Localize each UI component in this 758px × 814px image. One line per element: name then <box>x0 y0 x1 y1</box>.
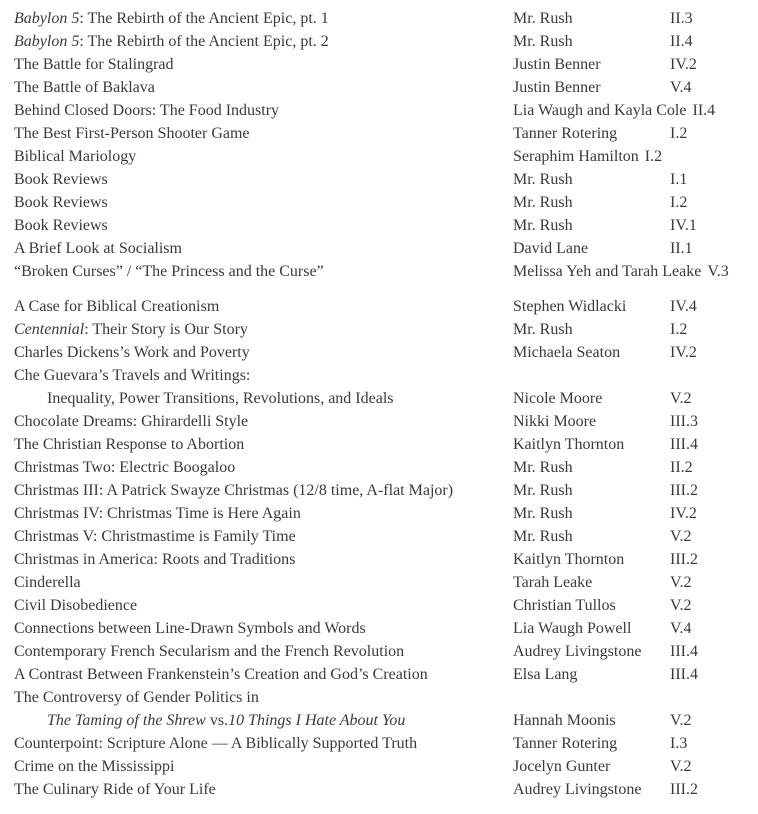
article-issue: II.4 <box>692 102 716 119</box>
article-author: Mr. Rush <box>513 10 573 27</box>
article-issue: I.2 <box>670 321 688 338</box>
article-author: Christian Tullos <box>513 597 616 614</box>
article-title <box>14 456 513 479</box>
article-title <box>14 76 513 99</box>
title-segment: Crime on the Mississippi <box>14 758 175 775</box>
article-author: Michaela Seaton <box>513 344 621 361</box>
article-issue: V.2 <box>670 597 692 614</box>
article-title <box>14 640 513 663</box>
table-row <box>14 76 758 99</box>
article-author: Elsa Lang <box>513 666 578 683</box>
title-segment: The Best First-Person Shooter Game <box>14 125 250 142</box>
table-row <box>14 7 758 30</box>
title-segment: Connections between Line-Drawn Symbols and Words <box>14 620 366 637</box>
article-issue: II.3 <box>670 10 693 27</box>
article-issue: II.4 <box>670 33 693 50</box>
article-index-rows <box>14 7 758 801</box>
title-segment: : The Rebirth of the Ancient Epic, pt. 2 <box>79 33 329 50</box>
article-title <box>14 433 513 456</box>
article-title <box>14 191 513 214</box>
article-issue: III.4 <box>670 643 698 660</box>
table-row <box>14 53 758 76</box>
table-row <box>14 525 758 548</box>
title-segment: Che Guevara’s Travels and Writings: <box>14 367 251 384</box>
article-author: Mr. Rush <box>513 459 573 476</box>
article-author: Tanner Rotering <box>513 735 618 752</box>
article-issue: IV.1 <box>670 217 697 234</box>
title-segment: Book Reviews <box>14 171 108 188</box>
article-author: Mr. Rush <box>513 528 573 545</box>
article-author: Audrey Livingstone <box>513 643 642 660</box>
article-title <box>14 502 513 525</box>
table-row <box>14 191 758 214</box>
article-author: Mr. Rush <box>513 505 573 522</box>
title-segment: Behind Closed Doors: The Food Industry <box>14 102 280 119</box>
article-title <box>14 663 513 686</box>
article-issue: IV.2 <box>670 505 697 522</box>
table-row <box>14 237 758 260</box>
title-segment: : The Rebirth of the Ancient Epic, pt. 1 <box>79 10 329 27</box>
table-row <box>14 686 758 709</box>
title-segment: Christmas V: Christmastime is Family Time <box>14 528 296 545</box>
title-segment: A Contrast Between Frankenstein’s Creation and God’s Creation <box>14 666 428 683</box>
title-segment: Inequality, Power Transitions, Revolutions, and Ideals <box>47 390 394 407</box>
article-author: Kaitlyn Thornton <box>513 436 625 453</box>
article-issue: II.2 <box>670 459 693 476</box>
article-issue: I.2 <box>644 148 663 165</box>
title-segment-italic: The Taming of the Shrew <box>47 712 206 729</box>
table-row <box>14 755 758 778</box>
article-title <box>14 686 513 709</box>
table-row <box>14 617 758 640</box>
article-title <box>14 594 513 617</box>
title-segment: Civil Disobedience <box>14 597 138 614</box>
table-row <box>14 30 758 53</box>
article-issue: III.2 <box>670 551 698 568</box>
article-title <box>14 341 513 364</box>
article-title <box>14 525 513 548</box>
title-segment-italic: 10 Things I Hate About You <box>228 712 406 729</box>
article-author: Hannah Moonis <box>513 712 616 729</box>
article-title <box>14 709 513 732</box>
article-author: Stephen Widlacki <box>513 298 627 315</box>
title-segment: Chocolate Dreams: Ghirardelli Style <box>14 413 249 430</box>
table-row <box>14 456 758 479</box>
article-issue: III.4 <box>670 436 698 453</box>
article-author: Lia Waugh and Kayla Cole <box>513 102 687 119</box>
article-title <box>14 571 513 594</box>
title-segment: Cinderella <box>14 574 81 591</box>
title-segment: Counterpoint: Scripture Alone — A Biblically Supported Truth <box>14 735 418 752</box>
article-author: Mr. Rush <box>513 217 573 234</box>
article-author: Mr. Rush <box>513 33 573 50</box>
table-row <box>14 502 758 525</box>
title-segment: : Their Story is Our Story <box>84 321 248 338</box>
article-title <box>14 548 513 571</box>
article-author: David Lane <box>513 240 589 257</box>
article-title <box>14 168 513 191</box>
article-issue: III.2 <box>670 781 698 798</box>
title-segment: The Controversy of Gender Politics in <box>14 689 259 706</box>
table-row <box>14 640 758 663</box>
title-segment-italic: Babylon 5 <box>14 10 80 27</box>
article-author: Tarah Leake <box>513 574 593 591</box>
article-title <box>14 732 513 755</box>
title-segment: A Case for Biblical Creationism <box>14 298 220 315</box>
article-author: Justin Benner <box>513 56 601 73</box>
article-title <box>14 214 513 237</box>
article-issue: V.3 <box>707 263 729 280</box>
article-title <box>14 364 513 387</box>
article-title <box>14 237 513 260</box>
table-row <box>14 479 758 502</box>
article-author: Tanner Rotering <box>513 125 618 142</box>
article-title <box>14 387 513 410</box>
table-row <box>14 594 758 617</box>
article-issue: V.4 <box>670 620 692 637</box>
title-segment: The Culinary Ride of Your Life <box>14 781 216 798</box>
article-issue: II.1 <box>670 240 693 257</box>
article-title <box>14 318 513 341</box>
table-row <box>14 260 758 283</box>
table-row <box>14 410 758 433</box>
title-segment: A Brief Look at Socialism <box>14 240 182 257</box>
article-issue: V.2 <box>670 528 692 545</box>
title-segment-italic: Centennial <box>14 321 85 338</box>
article-title <box>14 122 513 145</box>
article-title <box>14 755 513 778</box>
article-issue: V.4 <box>670 79 692 96</box>
table-row <box>14 364 758 387</box>
article-title <box>14 7 513 30</box>
article-author: Mr. Rush <box>513 194 573 211</box>
title-segment: vs. <box>205 712 229 729</box>
article-issue: III.2 <box>670 482 698 499</box>
article-author: Audrey Livingstone <box>513 781 642 798</box>
title-segment: The Battle of Baklava <box>14 79 155 96</box>
article-issue: V.2 <box>670 574 692 591</box>
title-segment: Christmas Two: Electric Boogaloo <box>14 459 236 476</box>
article-title <box>14 260 513 283</box>
article-title <box>14 778 513 801</box>
article-title <box>14 145 513 168</box>
article-issue: IV.2 <box>670 344 697 361</box>
table-row <box>14 341 758 364</box>
article-issue: III.3 <box>670 413 698 430</box>
table-row <box>14 145 758 168</box>
table-row <box>14 778 758 801</box>
article-title <box>14 479 513 502</box>
title-segment: The Christian Response to Abortion <box>14 436 245 453</box>
article-author: Nicole Moore <box>513 390 603 407</box>
article-issue: IV.2 <box>670 56 697 73</box>
table-row <box>14 433 758 456</box>
table-row <box>14 99 758 122</box>
article-author: Justin Benner <box>513 79 601 96</box>
article-author: Melissa Yeh and Tarah Leake <box>513 263 702 280</box>
article-author: Kaitlyn Thornton <box>513 551 625 568</box>
title-segment: Christmas III: A Patrick Swayze Christmas (12/8 time, A-flat Major) <box>14 482 454 499</box>
table-row <box>14 709 758 732</box>
title-segment: Christmas in America: Roots and Traditions <box>14 551 296 568</box>
title-segment: Charles Dickens’s Work and Poverty <box>14 344 250 361</box>
table-row <box>14 663 758 686</box>
article-title <box>14 410 513 433</box>
title-segment: Contemporary French Secularism and the French Revolution <box>14 643 405 660</box>
table-row <box>14 122 758 145</box>
article-author: Mr. Rush <box>513 482 573 499</box>
title-segment: “Broken Curses” / “The Princess and the Curse” <box>14 263 324 280</box>
article-issue: IV.4 <box>670 298 697 315</box>
article-author: Jocelyn Gunter <box>513 758 611 775</box>
article-issue: I.2 <box>670 125 688 142</box>
title-segment-italic: Babylon 5 <box>14 33 80 50</box>
article-issue: V.2 <box>670 758 692 775</box>
article-author: Nikki Moore <box>513 413 597 430</box>
title-segment: Biblical Mariology <box>14 148 137 165</box>
article-title <box>14 99 513 122</box>
title-segment: Book Reviews <box>14 217 108 234</box>
table-row <box>14 732 758 755</box>
title-segment: The Battle for Stalingrad <box>14 56 174 73</box>
article-title <box>14 30 513 53</box>
article-issue: I.3 <box>670 735 688 752</box>
article-author: Mr. Rush <box>513 321 573 338</box>
table-row <box>14 387 758 410</box>
table-row <box>14 214 758 237</box>
article-title <box>14 617 513 640</box>
table-row <box>14 571 758 594</box>
article-issue: III.4 <box>670 666 698 683</box>
table-row <box>14 548 758 571</box>
article-issue: I.2 <box>670 194 688 211</box>
table-row <box>14 168 758 191</box>
article-issue: V.2 <box>670 390 692 407</box>
table-row <box>14 318 758 341</box>
title-segment: Christmas IV: Christmas Time is Here Again <box>14 505 301 522</box>
table-row <box>14 295 758 318</box>
article-author: Seraphim Hamilton <box>513 148 639 165</box>
title-segment: Book Reviews <box>14 194 108 211</box>
article-title <box>14 53 513 76</box>
article-title <box>14 295 513 318</box>
article-author: Mr. Rush <box>513 171 573 188</box>
article-issue: V.2 <box>670 712 692 729</box>
article-issue: I.1 <box>670 171 688 188</box>
article-author: Lia Waugh Powell <box>513 620 632 637</box>
